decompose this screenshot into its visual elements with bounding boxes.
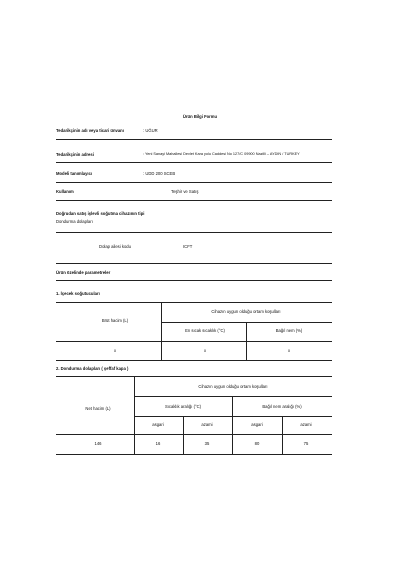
table2-cell: 16	[155, 441, 161, 446]
table2-cell: 35	[204, 441, 210, 446]
divider	[56, 162, 332, 163]
table1-cell: x	[113, 348, 117, 353]
table2-temp-header: Sıcaklık aralığı (°C)	[164, 404, 202, 409]
table1-conditions-header: Cihazın uygun olduğu ortam koşulları	[211, 309, 281, 314]
table2-subheader-line	[134, 396, 332, 397]
divider	[56, 139, 332, 140]
family-code-label: Dolap ailesi kodu	[99, 244, 131, 249]
table2-subheader-min: asgari	[251, 422, 263, 427]
table1-cell: x	[203, 348, 207, 353]
table2-divider	[183, 416, 184, 454]
form-title: Ürün Bilgi Formu	[182, 114, 218, 119]
table2-top-border	[56, 376, 332, 377]
section2-heading: 2. Dondurma dolapları ( şeffaf kapa )	[56, 366, 129, 371]
table1-row-line	[56, 341, 332, 342]
appliance-type-heading: Doğrudan satış işlevli soğutma cihazının tipi	[56, 211, 145, 216]
model-label: Modeli tanımlayıcı	[56, 171, 93, 176]
table1-volume-header: Brüt hacim (L)	[101, 318, 129, 323]
appliance-type-subheading: Dondurma dolapları	[56, 219, 93, 224]
divider	[56, 182, 332, 183]
table2-cell: 80	[254, 441, 260, 446]
supplier-address-value: : Yeni Sanayi Mahallesi Devlet Kara yolu Caddesi No 127/C 09900 Nazilli – AYDIN / TURKEY	[143, 152, 300, 156]
table2-cell: 146	[94, 441, 102, 446]
divider	[56, 263, 332, 264]
table2-cell: 75	[303, 441, 309, 446]
supplier-name-label: Tedarikçinin adı veya ticari ünvanı	[56, 128, 124, 133]
table1-temp-header: En sıcak sıcaklık (°C)	[185, 328, 225, 333]
table2-subheader-min: asgari	[152, 422, 164, 427]
table2-bottom-border	[56, 454, 332, 455]
table2-conditions-header: Cihazın uygun olduğu ortam koşulları	[198, 384, 268, 389]
table2-divider	[282, 416, 283, 454]
supplier-address-label: Tedarikçinin adresi	[56, 152, 94, 157]
table2-row-line	[56, 434, 332, 435]
table1-divider	[161, 302, 162, 360]
usage-label: Kullanım	[56, 189, 74, 194]
table1-cell: x	[287, 348, 291, 353]
table2-divider	[134, 376, 135, 454]
model-value: : UDD 200 SCEB	[143, 171, 176, 176]
divider	[56, 200, 332, 201]
table2-humidity-header: Bağıl nem aralığı (%)	[262, 404, 302, 409]
params-heading: Ürün özelinde parametreler	[56, 270, 111, 275]
table1-humidity-header: Bağıl nem (%)	[275, 328, 303, 333]
usage-value: Teşhir ve Satış	[171, 189, 199, 194]
table2-subheader-max: azami	[201, 422, 213, 427]
table1-bottom-border	[56, 360, 332, 361]
table1-top-border	[56, 302, 332, 303]
table2-subheader-line	[134, 416, 332, 417]
table2-volume-header: Net hacim (L)	[85, 406, 111, 411]
table2-divider	[232, 396, 233, 454]
divider	[56, 280, 332, 281]
table2-subheader-max: azami	[300, 422, 312, 427]
family-code-value: ICFT	[183, 244, 193, 249]
supplier-name-value: : UĞUR	[143, 128, 158, 133]
divider	[56, 232, 332, 233]
section1-heading: 1. İçecek soğutucuları	[56, 291, 100, 296]
